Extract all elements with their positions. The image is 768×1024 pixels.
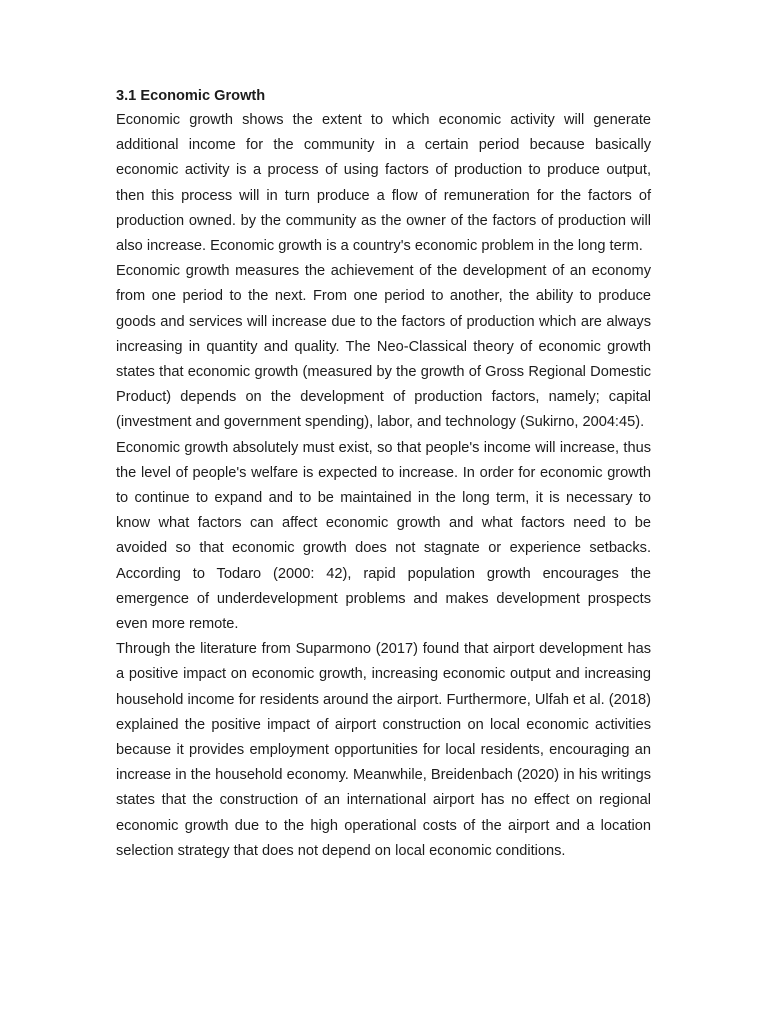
paragraph-neo-classical-theory: Economic growth measures the achievement of the development of an economy from one period to the next. From one period to another, the ability to produce goods and services will increase due to the factors of production which are always increasing in quantity and quality. The Neo-Classical theory of economic growth states that economic growth (measured by the growth of Gross Regional Domestic Product) depends on the development of production factors, namely; capital (investment and government spending), labor, and technology (Sukirno, 2004:45). [116, 263, 651, 431]
paragraph-welfare-and-factors: Economic growth absolutely must exist, so that people's income will increase, thus the level of people's welfare is expected to increase. In order for economic growth to continue to expand and to be maintained in the long term, it is necessary to know what factors can affect economic growth and what factors need to be avoided so that economic growth does not stagnate or experience setbacks. According to Todaro (2000: 42), rapid population growth encourages the emergence of underdevelopment problems and makes development prospects even more remote. [116, 439, 651, 633]
document-page [116, 86, 651, 864]
paragraph-airport-literature: Through the literature from Suparmono (2017) found that airport development has a positive impact on economic growth, increasing economic output and increasing household income for residents around the airport. Furthermore, Ulfah et al. (2018) explained the positive impact of airport construction on local economic activities because it provides employment opportunities for local residents, encouraging an increase in the household economy. Meanwhile, Breidenbach (2020) in his writings states that the construction of an international airport has no effect on regional economic growth due to the high operational costs of the airport and a location selection strategy that does not depend on local economic conditions. [116, 641, 651, 859]
paragraph-economic-growth-definition: Economic growth shows the extent to which economic activity will generate additional income for the community in a certain period because basically economic activity is a process of using factors of production to produce output, then this process will in turn produce a flow of remuneration for the factors of production owned. by the community as the owner of the factors of production will also increase. Economic growth is a country's economic problem in the long term. [116, 112, 651, 255]
section-heading: 3.1 Economic Growth [116, 88, 266, 104]
